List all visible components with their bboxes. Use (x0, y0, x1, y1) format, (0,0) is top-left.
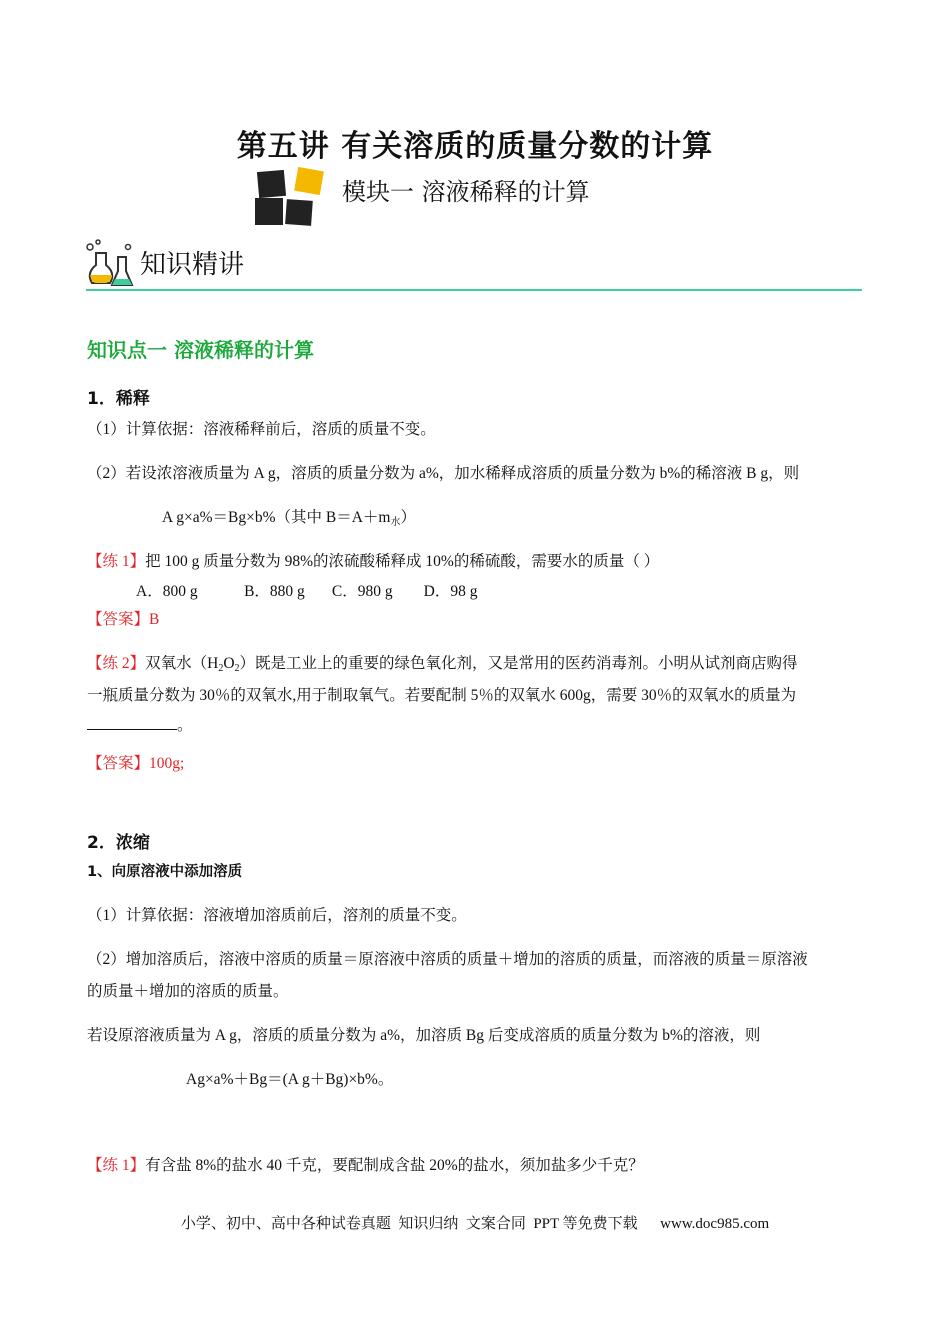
exercise-text: ）既是工业上的重要的绿色氧化剂，又是常用的医药消毒剂。小明从试剂商店购得 (239, 655, 798, 672)
page-footer: 小学、初中、高中各种试卷真题 知识归纳 文案合同 PPT 等免费下载 www.doc985.com (180, 1216, 770, 1232)
subscript: 2 (234, 663, 240, 674)
concentration-para-line2: 的质量＋增加的溶质的质量。 (87, 983, 289, 1000)
formula-close: ） (400, 509, 416, 526)
dilution-ex1-answer (87, 608, 159, 631)
line-end: 。 (177, 717, 193, 734)
concentration-basis: （1）计算依据：溶液增加溶质前后，溶剂的质量不变。 (87, 907, 467, 924)
dilution-ex2-answer (87, 752, 184, 775)
exercise-tag: 【练 1】 (87, 1157, 146, 1174)
dilution-heading: 1．稀释 (87, 389, 150, 409)
page-title: 第五讲 有关溶质的质量分数的计算 (236, 129, 714, 164)
knowledge-point-heading: 知识点一 溶液稀释的计算 (87, 338, 314, 362)
concentration-ex1-question (87, 1154, 644, 1177)
dilution-ex1-question (87, 550, 659, 573)
answer-text: 100g; (149, 755, 185, 772)
concentration-para-line1: （2）增加溶质后，溶液中溶质的质量＝原溶液中溶质的质量＋增加的溶质的质量，而溶液的质量＝原溶液 (87, 951, 808, 968)
exercise-text: 双氧水（H (145, 655, 219, 672)
dilution-basis: （1）计算依据：溶液稀释前后，溶质的质量不变。 (87, 421, 436, 438)
formula-subscript: 水 (390, 517, 401, 528)
dilution-ex2-line2: 一瓶质量分数为 30％的双氧水,用于制取氧气。若要配制 5％的双氧水 600g，需要 30％的双氧水的质量为 (87, 687, 797, 704)
exercise-text: 把 100 g 质量分数为 98%的浓硫酸稀释成 10%的稀硫酸，需要水的质量（ ） (145, 553, 660, 570)
exercise-text: 有含盐 8%的盐水 40 千克，要配制成含盐 20%的盐水，须加盐多少千克？ (145, 1157, 644, 1174)
dilution-ex1-options: A．800 g B．880 g C．980 g D．98 g (136, 583, 478, 600)
module-title: 模块一 溶液稀释的计算 (342, 178, 590, 206)
section-header: 知识精讲 (140, 250, 245, 280)
subscript: 2 (218, 663, 224, 674)
exercise-tag: 【练 1】 (87, 553, 146, 570)
concentration-subheading: 1、向原溶液中添加溶质 (87, 864, 243, 880)
answer-blank[interactable] (87, 715, 177, 730)
answer-tag: 【答案】 (87, 611, 150, 628)
section-divider (86, 289, 862, 291)
chemistry-flask-icon (84, 237, 136, 289)
exercise-tag: 【练 2】 (87, 655, 146, 672)
dilution-setup: （2）若设浓溶液质量为 A g，溶质的质量分数为 a%，加水稀释成溶质的质量分数为 b%的稀溶液 B g，则 (87, 465, 800, 482)
formula-main: A g×a%＝Bg×b%（其中 B＝A＋m (162, 509, 391, 526)
module-logo-icon (252, 167, 327, 227)
concentration-heading: 2．浓缩 (87, 833, 150, 853)
dilution-formula (162, 506, 416, 530)
answer-tag: 【答案】 (87, 755, 150, 772)
exercise-text: O (223, 655, 235, 672)
concentration-setup: 若设原溶液质量为 A g，溶质的质量分数为 a%，加溶质 Bg 后变成溶质的质量分数为 b%的溶液，则 (87, 1027, 761, 1044)
dilution-ex2-line3 (87, 714, 193, 737)
answer-text: B (149, 611, 160, 628)
concentration-formula: Ag×a%＋Bg＝(A g＋Bg)×b%。 (186, 1071, 394, 1088)
dilution-ex2-line1 (87, 652, 798, 676)
